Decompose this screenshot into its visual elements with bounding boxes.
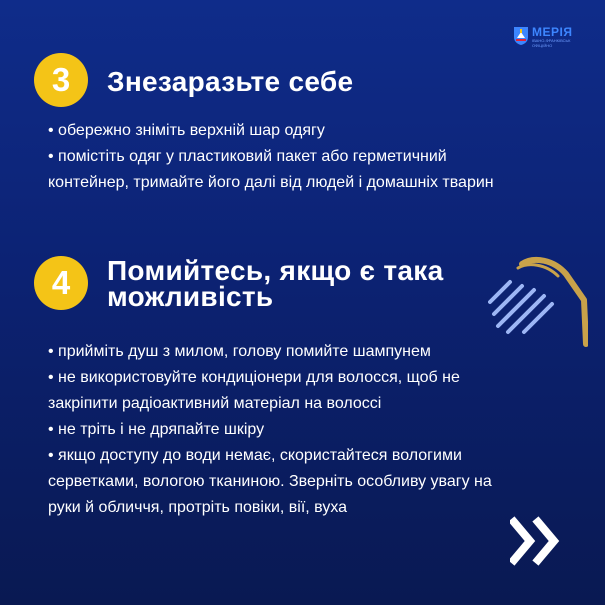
list-item: • обережно зніміть верхній шар одягу	[48, 122, 325, 139]
list-item: закріпити радіоактивний матеріал на волоссі	[48, 395, 382, 412]
logo-title: МЕРІЯ	[532, 25, 573, 39]
list-item: • прийміть душ з милом, голову помийте шампунем	[48, 343, 431, 360]
coat-of-arms-icon	[513, 26, 529, 46]
double-chevron-right-icon[interactable]	[510, 516, 564, 566]
step-3-badge	[34, 53, 88, 107]
logo-subtitle: ІВАНО-ФРАНКІВСЬК	[532, 38, 571, 43]
step-4-title	[107, 255, 444, 312]
list-item: руки й обличчя, протріть повіки, вії, вуха	[48, 499, 348, 516]
city-council-logo	[513, 26, 572, 48]
step-3-title: Знезаразьте себе	[107, 66, 354, 97]
step-3-number: 3	[51, 61, 71, 98]
step-4-badge	[34, 256, 88, 310]
step-4-number: 4	[51, 264, 71, 301]
step-4-list	[48, 339, 492, 521]
logo-subtitle-2: ОФІЦІЙНО	[532, 43, 553, 48]
list-item: • не тріть і не дряпайте шкіру	[48, 421, 265, 438]
list-item: • не використовуйте кондиціонери для волосся, щоб не	[48, 369, 460, 386]
list-item: • якщо доступу до води немає, скористайтеся вологими	[48, 447, 462, 464]
step-4-title-line2: можливість	[107, 281, 274, 312]
shower-head-icon	[488, 256, 588, 358]
list-item: контейнер, тримайте його далі від людей і домашніх тварин	[48, 174, 494, 191]
list-item: серветками, вологою тканиною. Зверніть особливу увагу на	[48, 473, 492, 490]
step-3-list	[48, 118, 494, 196]
list-item: • помістіть одяг у пластиковий пакет або герметичний	[48, 148, 447, 165]
step-4-title-line1: Помийтесь, якщо є така	[107, 255, 444, 286]
